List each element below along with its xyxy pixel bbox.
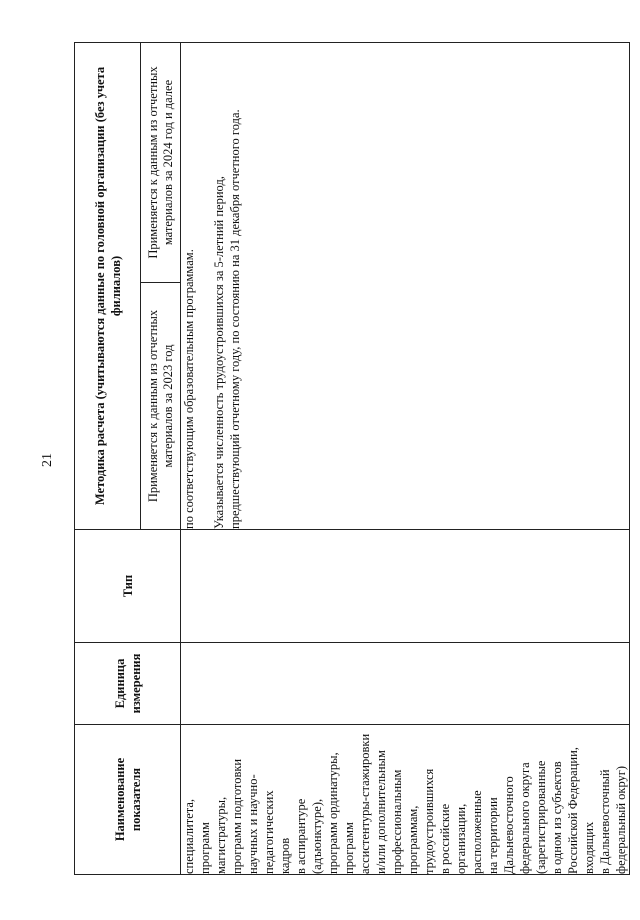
header-name: Наименование показателя — [75, 725, 181, 875]
indicator-name-line: трудоустроившихся — [422, 768, 436, 874]
page-number: 21 — [40, 453, 55, 467]
indicator-name-line: в аспирантуре — [294, 798, 308, 874]
header-method-2024: Применяется к данным из отчетных материалов за 2024 год и далее — [141, 43, 181, 283]
indicator-name-line: программ — [342, 822, 356, 874]
method-text: предшествующий отчетному году, по состоянию на 31 декабря отчетного года. — [228, 109, 242, 529]
indicator-table — [74, 42, 630, 875]
indicator-name-line: специалитета, — [182, 798, 196, 874]
indicator-name-line: Российской Федерации, — [566, 747, 580, 874]
indicator-name-line: Дальневосточного — [502, 776, 516, 874]
type-cell — [181, 530, 630, 643]
indicator-name-line: расположенные — [470, 790, 484, 874]
indicator-name-line: научных и научно- — [246, 774, 260, 874]
indicator-name-cell — [181, 725, 630, 875]
indicator-name-line: на территории — [486, 797, 500, 874]
indicator-name-line: и/или дополнительным — [374, 750, 388, 874]
header-type: Тип — [75, 530, 181, 643]
rotated-document — [74, 43, 628, 875]
indicator-name-line: ассистентуры-стажировки — [358, 733, 372, 874]
indicator-name-line: входящих — [582, 821, 596, 874]
indicator-name-line: программам, — [406, 805, 420, 874]
method-cell — [181, 43, 630, 530]
indicator-name-line: педагогических — [262, 790, 276, 874]
indicator-name-line: в одном из субъектов — [550, 761, 564, 874]
header-method: Методика расчета (учитываются данные по головной организации (без учета филиалов) — [75, 43, 141, 530]
indicator-name-line: организации, — [454, 803, 468, 874]
indicator-name-line: кадров — [278, 837, 292, 874]
indicator-name-line: магистратуры, — [214, 796, 228, 874]
indicator-name-line: программ подготовки — [230, 758, 244, 874]
indicator-name-line: в Дальневосточный — [598, 769, 612, 874]
indicator-name-line: профессиональным — [390, 769, 404, 874]
unit-cell — [181, 643, 630, 725]
indicator-name-line: программ ординатуры, — [326, 752, 340, 874]
method-text: по соответствующим образовательным программам. — [182, 249, 196, 529]
header-method-2023: Применяется к данным из отчетных материалов за 2023 год — [141, 283, 181, 530]
indicator-name-line: федерального округа — [518, 762, 532, 874]
indicator-name-line: федеральный округ) — [614, 765, 628, 874]
indicator-name-line: (зарегистрированные — [534, 760, 548, 874]
header-unit: Единица измерения — [75, 643, 181, 725]
indicator-name-line: в российские — [438, 803, 452, 874]
indicator-name-line: (адъюнктуре), — [310, 798, 324, 874]
method-text: Указывается численность трудоустроившихся за 5-летний период, — [212, 176, 226, 529]
indicator-name-line: программ — [198, 822, 212, 874]
